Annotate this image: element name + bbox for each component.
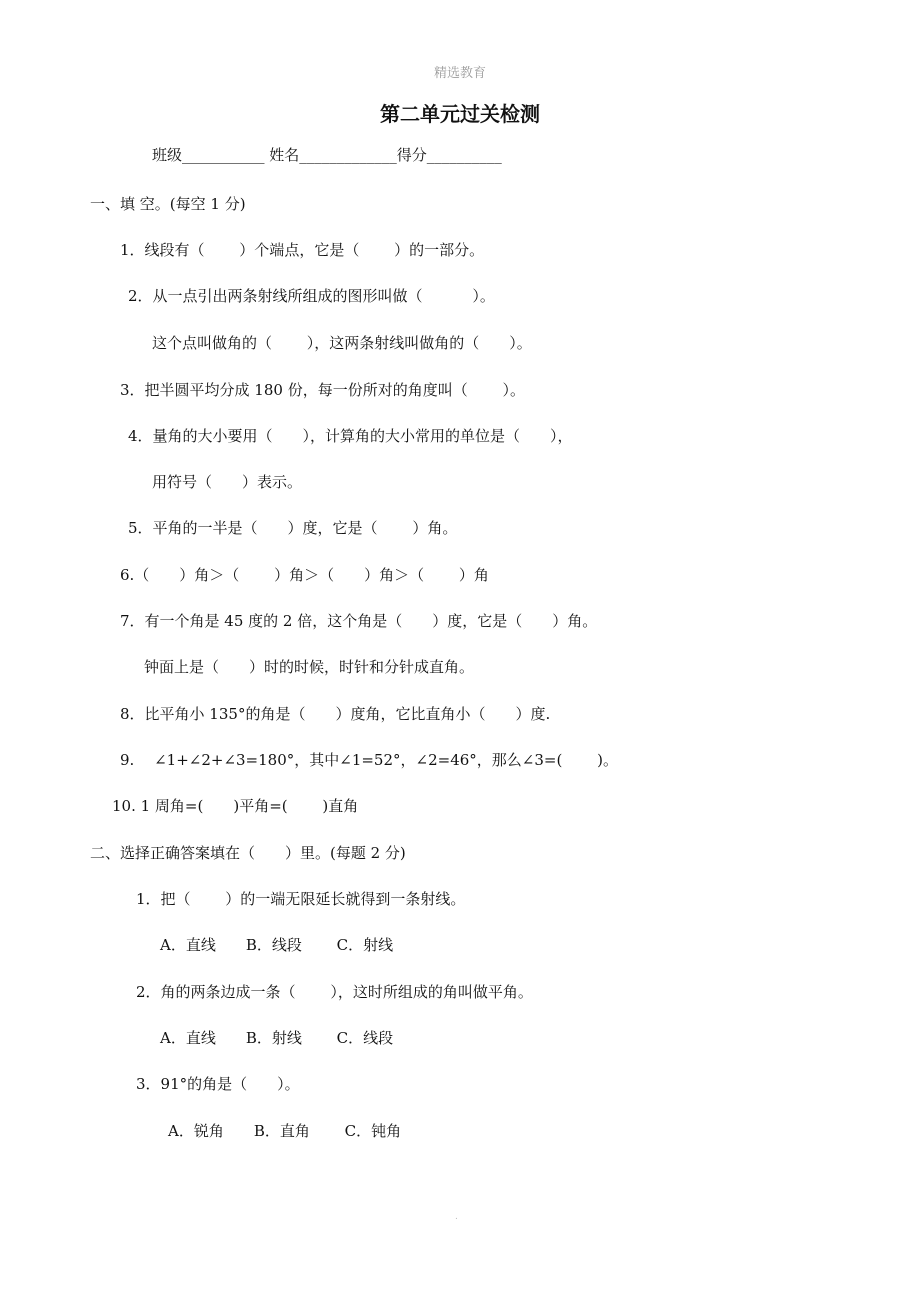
question-line: 2．从一点引出两条射线所组成的图形叫做（ ）。: [128, 287, 495, 305]
question-line: 8．比平角小 135°的角是（ ）度角，它比直角小（ ）度.: [120, 705, 551, 723]
question-line: 钟面上是（ ）时的时候，时针和分针成直角。: [144, 658, 475, 676]
section2-heading: 二、选择正确答案填在（ ）里。(每题 2 分): [90, 844, 406, 862]
watermark: 精选教育: [433, 66, 486, 81]
answer-options: A．直线 B．射线 C．线段: [160, 1029, 394, 1047]
question-line: 3．把半圆平均分成 180 份，每一份所对的角度叫（ ）。: [120, 381, 525, 399]
question-line: 7．有一个角是 45 度的 2 倍，这个角是（ ）度，它是（ ）角。: [120, 612, 598, 630]
question-line: 5．平角的一半是（ ）度，它是（ ）角。: [128, 519, 458, 537]
question-line: 10. 1 周角=( )平角=( )直角: [112, 797, 359, 815]
question-line: 这个点叫做角的（ ），这两条射线叫做角的（ ）。: [152, 334, 532, 352]
question-line: 9. ∠1+∠2+∠3=180°，其中∠1=52°，∠2=46°，那么∠3=( )。: [120, 751, 618, 769]
question-line: 2．角的两条边成一条（ ），这时所组成的角叫做平角。: [136, 983, 533, 1001]
question-line: 3．91°的角是（ ）。: [136, 1075, 300, 1093]
section1-heading: 一、填 空。(每空 1 分): [90, 195, 246, 213]
student-info-line: 班级___________ 姓名_____________得分__________: [152, 146, 502, 164]
question-line: 用符号（ ）表示。: [152, 473, 303, 491]
page-title: 第二单元过关检测: [380, 102, 540, 126]
page-dot: .: [455, 1212, 458, 1222]
answer-options: A．锐角 B．直角 C．钝角: [168, 1122, 402, 1140]
answer-options: A．直线 B．线段 C．射线: [160, 936, 394, 954]
question-line: 4．量角的大小要用（ ），计算角的大小常用的单位是（ ），: [128, 427, 573, 445]
question-line: 1．线段有（ ）个端点，它是（ ）的一部分。: [120, 241, 485, 259]
question-line: 1．把（ ）的一端无限延长就得到一条射线。: [136, 890, 466, 908]
question-line: 6.（ ）角＞（ ）角＞（ ）角＞（ ）角: [120, 566, 489, 584]
